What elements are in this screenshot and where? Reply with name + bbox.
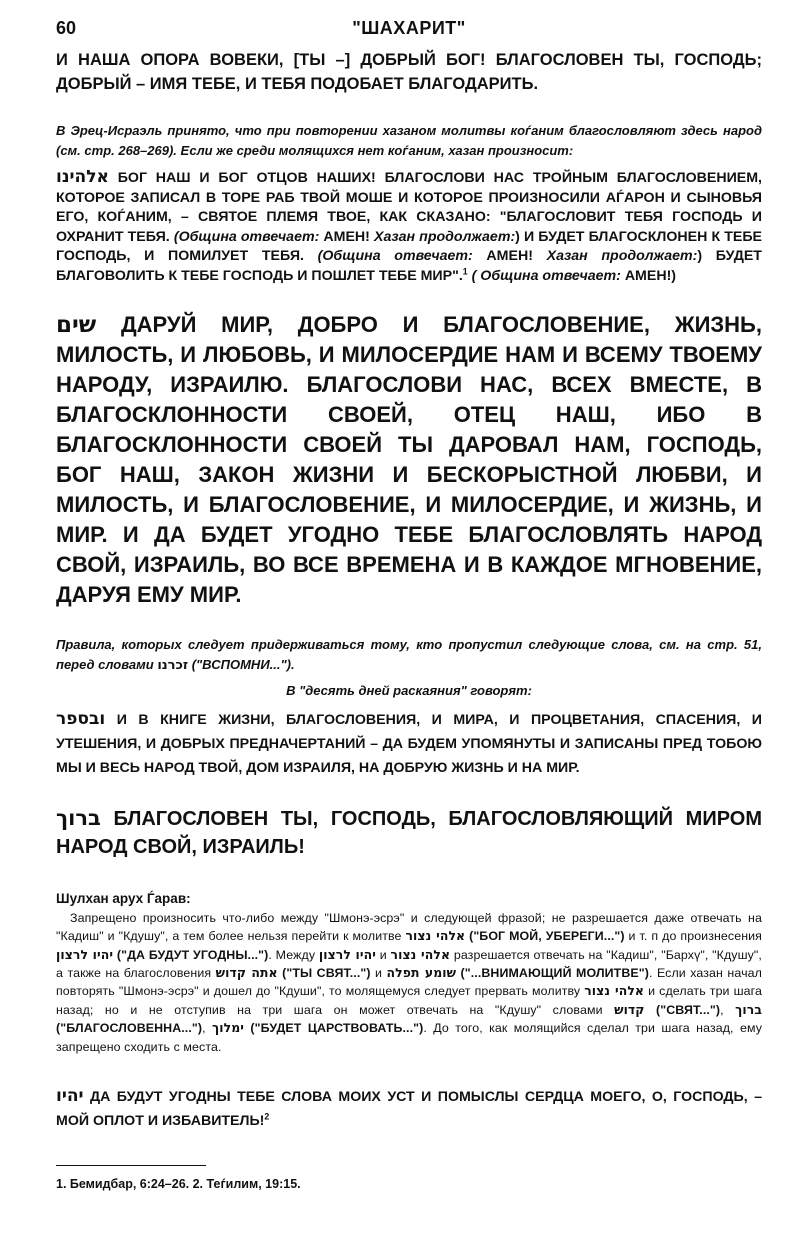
- page: [56, 14, 762, 1193]
- paragraph-sim-shalom: [56, 310, 762, 610]
- hebrew-baruch: ברוך: [735, 1001, 762, 1017]
- paragraph-book-of-life: [56, 707, 762, 780]
- amen-response: АМЕН!): [624, 267, 677, 284]
- hebrew-word-uvsefer: ובספר: [56, 708, 106, 729]
- chazzan-continues: Хазан продолжает:: [546, 248, 698, 264]
- baruch-text: БЛАГОСЛОВЕН ТЫ, ГОСПОДЬ, БЛАГОСЛОВЛЯЮЩИЙ МИРОМ НАРОД СВОЙ, ИЗРАИЛЬ!: [56, 807, 762, 859]
- congregation-responds: (Община отвечает:: [173, 228, 324, 245]
- hebrew-elohai-netzor: אלהי נצור: [584, 983, 645, 999]
- hebrew-elohai-netzor: אלהי נצור: [405, 928, 466, 944]
- congregation-responds: ( Община отвечает:: [467, 267, 625, 284]
- hebrew-elohai-netzor: אלהי נצור: [390, 946, 451, 962]
- hebrew-yimloch: ימלוך: [212, 1020, 245, 1036]
- note-ten-days-text: В "десять дней раскаяния" говорят:: [286, 683, 532, 698]
- rubric-text: Запрещено произносить что-либо между "Шмонэ-эсрэ" и следующей фразой; не разрешается даже отвечать на "Кадиш" и "Кдушу", а тем более нельзя перейти к молитве אלהי נצור ("БОГ МОЙ, УБЕРЕГИ...") и т. п до произнесения יהיו לרצון ("ДА БУДУТ УГОДНЫ..."). Между יהיו לרצון и אלהי נצור разрешается отвечать на "Кадиш", "Бархү", "Кдушу", а также на благословения אתה קדוש ("ТЫ СВЯТ...") и שומע תפלה ("...ВНИМАЮЩИЙ МОЛИТВЕ"). Если хазан начал повторять "Шмонэ-эсрэ" и дошел до "Кдуши", то молящемуся следует прервать молитву אלהי נצור и сделать три шага назад; но и не отступив на три шага он может отвечать на "Кдушу" словами קדוש ("СВЯТ..."), ברוך ("БЛАГОСЛОВЕННА..."), ימלוך ("БУДЕТ ЦАРСТВОВАТЬ..."). До того, как молящийся сделал три шага назад, ему запрещено сходить с места.: [56, 910, 763, 1054]
- paragraph-baruch: [56, 804, 762, 862]
- paragraph-triple-blessing: [56, 168, 762, 286]
- page-header: [56, 14, 762, 44]
- congregation-responds: (Община отвечает:: [317, 248, 487, 264]
- hebrew-word-eloheinu: אלהינו: [56, 167, 109, 187]
- paragraph-good-god: [56, 48, 762, 96]
- footnote-ref-2: 2: [264, 1111, 270, 1122]
- sim-shalom-text: ДАРУЙ МИР, ДОБРО И БЛАГОСЛОВЕНИЕ, ЖИЗНЬ, МИЛОСТЬ, И ЛЮБОВЬ, И МИЛОСЕРДИЕ НАМ И ВСЕМУ ТВОЕМУ НАРОДУ, ИЗРАИЛЮ. БЛАГОСЛОВИ НАС, ВСЕХ ВМЕСТЕ, В БЛАГОСКЛОННОСТИ СВОЕЙ, ОТЕЦ НАШ, ИБО В БЛАГОСКЛОННОСТИ СВОЕЙ ТЫ ДАРОВАЛ НАМ, ГОСПОДЬ, БОГ НАШ, ЗАКОН ЖИЗНИ И БЕСКОРЫСТНОЙ ЛЮБВИ, И МИЛОСТЬ, И БЛАГОСЛОВЕНИЕ, И МИЛОСЕРДИЕ, И ЖИЗНЬ, И МИР. И ДА БУДЕТ УГОДНО ТЕБЕ БЛАГОСЛОВЛЯТЬ НАРОД СВОЙ, ИЗРАИЛЬ, ВО ВСЕ ВРЕМЕНА И В КАЖДОЕ МГНОВЕНИЕ, ДАРУЯ ЕМУ МИР.: [56, 312, 762, 607]
- hebrew-word-sim: שים: [56, 312, 97, 338]
- hebrew-word-zochrenu: זכרנו: [157, 657, 189, 673]
- hebrew-yihyu-leratzon: יהיו לרצון: [56, 946, 114, 962]
- amen-response: АМЕН!: [323, 228, 375, 245]
- book-of-life-text: И В КНИГЕ ЖИЗНИ, БЛАГОСЛОВЕНИЯ, И МИРА, И ПРОЦВЕТАНИЯ, СПАСЕНИЯ, И УТЕШЕНИЯ, И ДОБРЫХ ПРЕДНАЧЕРТАНИЙ – ДА БУДЕМ УПОМЯНУТЫ И ЗАПИСАНЫ ПРЕД ТОБОЮ МЫ И ВЕСЬ НАРОД ТВОЙ, ДОМ ИЗРАИЛЯ, НА ДОБРУЮ ЖИЗНЬ И НА МИР.: [56, 711, 762, 776]
- yihyu-text: ДА БУДУТ УГОДНЫ ТЕБЕ СЛОВА МОИХ УСТ И ПОМЫСЛЫ СЕРДЦА МОЕГО, О, ГОСПОДЬ, – МОЙ ОПЛОТ И ИЗБАВИТЕЛЬ!: [56, 1088, 762, 1129]
- triple-blessing-text-3: ) БУДЕТ БЛАГОВОЛИТЬ К ТЕБЕ ГОСПОДЬ И ПОШЛЕТ ТЕБЕ МИР".: [56, 248, 762, 284]
- paragraph-good-god-text: И НАША ОПОРА ВОВЕКИ, [ТЫ –] ДОБРЫЙ БОГ! БЛАГОСЛОВЕН ТЫ, ГОСПОДЬ; ДОБРЫЙ – ИМЯ ТЕБЕ, И ТЕБЯ ПОДОБАЕТ БЛАГОДАРИТЬ.: [56, 51, 762, 93]
- note-kohanim-text: В Эрец-Исраэль принято, что при повторении хазаном молитвы коѓаним благословляют здесь народ (см. стр. 268–269). Если же среди молящихся нет коѓаним, хазан произносит:: [56, 123, 762, 158]
- triple-blessing-text-2: ) И БУДЕТ БЛАГОСКЛОНЕН К ТЕБЕ ГОСПОДЬ, И ПОМИЛУЕТ ТЕБЯ.: [56, 228, 762, 264]
- paragraph-yihyu: [56, 1084, 762, 1133]
- triple-blessing-text-1: БОГ НАШ И БОГ ОТЦОВ НАШИХ! БЛАГОСЛОВИ НАС ТРОЙНЫМ БЛАГОСЛОВЕНИЕМ, КОТОРОЕ ЗАПИСАЛ В ТОРЕ РАБ ТВОЙ МОШЕ И КОТОРОЕ ПРОИЗНОСИЛИ АЃАРОН И СЫНОВЬЯ ЕГО, КОЃАНИМ, – СВЯТОЕ ПЛЕМЯ ТВОЕ, КАК СКАЗАНО: "БЛАГОСЛОВИТ ТЕБЯ ГОСПОДЬ И ОХРАНИТ ТЕБЯ.: [56, 170, 762, 245]
- hebrew-ata-kadosh: אתה קדוש: [215, 964, 278, 980]
- footnotes: 1. Бемидбар, 6:24–26. 2. Теѓилим, 19:15.: [56, 1176, 301, 1191]
- rubric-title: Шулхан арух Ѓарав:: [56, 890, 191, 906]
- note-omitted-words-quote: ("ВСПОМНИ...").: [188, 656, 295, 672]
- footnote-divider: [56, 1165, 206, 1166]
- chazzan-continues: Хазан продолжает:: [374, 228, 516, 245]
- hebrew-word-baruch: ברוך: [56, 805, 101, 830]
- hebrew-word-yihyu: יהיו: [56, 1085, 84, 1106]
- hebrew-yihyu-leratzon: יהיו לרצון: [318, 946, 377, 962]
- note-omitted-words-text: Правила, которых следует придерживаться тому, кто пропустил следующие слова, см. на стр. 51, перед словами: [56, 637, 762, 672]
- footnote-ref-1: 1: [462, 265, 468, 276]
- note-kohanim: [56, 121, 762, 160]
- hebrew-kadosh: קדוש: [614, 1001, 645, 1017]
- page-number: 60: [56, 18, 77, 38]
- running-title: "ШАХАРИТ": [352, 18, 466, 38]
- note-omitted-words: [56, 635, 762, 675]
- note-ten-days: [56, 681, 762, 701]
- hebrew-shomea-tefila: שומע תפלה: [386, 964, 457, 980]
- amen-response: АМЕН!: [486, 248, 547, 264]
